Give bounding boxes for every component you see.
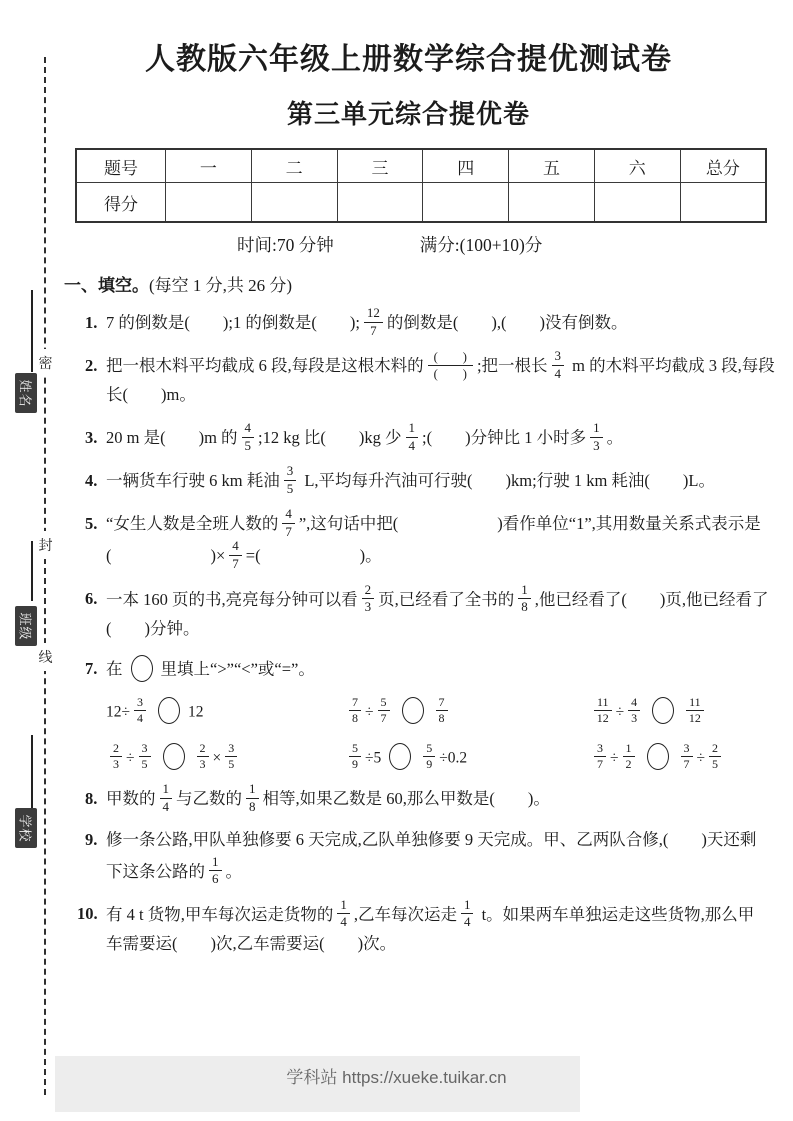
fraction-numerator: 3	[594, 742, 606, 757]
fraction-denominator: 4	[340, 914, 347, 930]
fraction-denominator: 7	[683, 756, 690, 771]
fraction	[284, 464, 297, 496]
comparison-circle-blank	[647, 743, 669, 770]
question-3	[85, 420, 787, 455]
math-text: ÷	[610, 749, 619, 767]
fraction-denominator: 8	[352, 711, 358, 726]
fraction-denominator: 5	[228, 756, 235, 771]
fraction	[594, 742, 606, 772]
math-text: ( )分钟。	[106, 618, 200, 638]
fraction-numerator: 3	[134, 696, 146, 711]
footer-watermark: 学科站 https://xueke.tuikar.cn	[286, 1068, 507, 1087]
section1-header	[64, 271, 793, 296]
question-number: 4.	[85, 471, 98, 491]
fraction-numerator: 1	[406, 421, 419, 438]
seal-char-feng: 封	[37, 531, 54, 559]
fraction	[134, 696, 146, 726]
fraction	[110, 742, 122, 772]
math-text: 长( )m。	[106, 385, 196, 405]
question-4-line-1	[85, 463, 787, 498]
comparison-circle-blank	[389, 743, 411, 770]
math-text: L,平均每升汽油可行驶( )km;行驶 1 km 耗油( )L。	[300, 471, 715, 491]
fraction-numerator: 3	[225, 742, 237, 757]
score-table-header-cell: 题号	[76, 149, 166, 183]
question-5	[85, 506, 787, 573]
score-table-header-cell: 一	[166, 149, 252, 183]
fraction	[552, 349, 565, 381]
unit-title: 第三单元综合提优卷	[286, 100, 530, 129]
math-text: 。	[606, 428, 624, 448]
math-text: 12÷	[106, 703, 131, 721]
section1-title: 一、填空。	[64, 276, 149, 295]
fraction	[197, 742, 209, 772]
fraction	[225, 742, 237, 772]
comparison-item-1	[106, 694, 345, 728]
question-9-line-2	[85, 853, 787, 889]
math-text: 页,已经看了全书的	[378, 589, 515, 609]
questions-list	[77, 305, 787, 961]
score-cell-empty	[509, 183, 595, 223]
name-write-line	[31, 290, 33, 372]
math-text: 里填上“>”“<”或“=”。	[160, 658, 315, 678]
comparison-item-3	[590, 694, 787, 728]
math-text: ÷	[365, 703, 374, 721]
math-text: ÷	[696, 749, 706, 767]
score-table-header-cell: 三	[337, 149, 423, 183]
fraction-denominator: 4	[162, 798, 169, 814]
class-label-badge	[15, 606, 37, 646]
fraction-denominator: 8	[249, 798, 256, 814]
fraction-numerator: 12	[364, 306, 383, 323]
fraction	[423, 742, 435, 772]
comparison-circle-blank	[652, 697, 674, 724]
score-table-header-cell: 四	[423, 149, 509, 183]
fraction	[349, 696, 361, 726]
score-table-header-cell: 五	[509, 149, 595, 183]
question-number: 1.	[85, 312, 98, 332]
blank-fraction-numerator: ( )	[428, 350, 473, 366]
math-text: 把一根木料平均截成 6 段,每段是这根木料的	[106, 355, 424, 375]
fraction-numerator: 2	[197, 742, 209, 757]
fraction	[681, 742, 693, 772]
fraction-denominator: 3	[631, 711, 638, 726]
math-text: ×	[212, 749, 222, 767]
math-text: 12	[188, 703, 204, 721]
math-text: t。如果两车单独运走这些货物,那么甲	[477, 904, 755, 924]
paper-title: 人教版六年级上册数学综合提优测试卷	[145, 43, 672, 76]
fraction-numerator: 1	[623, 742, 635, 757]
math-text: 一辆货车行驶 6 km 耗油	[106, 471, 280, 491]
fraction	[160, 782, 173, 814]
question-number: 7.	[85, 658, 98, 678]
score-cell-empty	[166, 183, 252, 223]
fraction-denominator: 7	[232, 556, 239, 572]
fraction-denominator: 7	[380, 711, 387, 726]
fraction-denominator: 9	[426, 756, 433, 771]
score-cell-empty	[594, 183, 680, 223]
math-text: ÷	[615, 703, 625, 721]
fraction	[362, 583, 375, 615]
math-text: ÷	[126, 749, 135, 767]
score-table-header-cell: 六	[594, 149, 680, 183]
math-text: 车需要运( )次,乙车需要运( )次。	[106, 933, 397, 953]
score-table	[75, 148, 767, 223]
math-text: ;( )分钟比 1 小时多	[422, 428, 587, 448]
fraction-numerator: 4	[282, 507, 295, 524]
math-text: 一本 160 页的书,亮亮每分钟可以看	[106, 589, 358, 609]
fraction-numerator: 1	[461, 898, 474, 915]
math-text: ÷5	[365, 749, 382, 767]
fraction-denominator: 5	[244, 437, 252, 453]
fraction	[461, 898, 474, 930]
name-label: 姓名	[17, 378, 33, 408]
question-2-line-1	[85, 348, 787, 383]
fullscore-info: 满分:(100+10)分	[419, 235, 543, 255]
fraction-denominator: 2	[625, 756, 632, 771]
question-1-line-1	[85, 305, 787, 340]
math-text: ;把一根长	[476, 355, 548, 375]
comparison-item-6	[590, 740, 787, 774]
fraction-numerator: 1	[160, 782, 173, 799]
question-1	[85, 305, 787, 340]
fraction-numerator: 3	[552, 349, 565, 366]
math-text: 。	[225, 861, 242, 881]
fraction-denominator: 7	[285, 523, 292, 539]
fraction	[623, 742, 635, 772]
fraction	[282, 507, 295, 539]
math-text: 修一条公路,甲队单独修要 6 天完成,乙队单独修要 9 天完成。甲、乙两队合修,( )天还剩	[106, 829, 757, 849]
school-write-line	[31, 735, 33, 808]
question-5-line-2	[85, 538, 787, 573]
fraction-denominator: 6	[212, 871, 219, 887]
fraction-denominator: 5	[141, 756, 148, 771]
question-3-line-1	[85, 420, 787, 455]
fraction-denominator: 4	[463, 914, 471, 930]
fraction-numerator: 1	[518, 583, 531, 600]
score-table-header-cell: 二	[251, 149, 337, 183]
math-text: ( )×	[106, 546, 226, 566]
fraction-numerator: 2	[362, 583, 375, 600]
math-text: “女生人数是全班人数的	[106, 514, 279, 534]
fraction	[709, 742, 721, 772]
score-table-body	[76, 149, 766, 222]
fraction-numerator: 5	[378, 696, 390, 711]
fraction-numerator: 5	[423, 742, 435, 757]
question-2	[85, 348, 787, 412]
section1-note: (每空 1 分,共 26 分)	[149, 276, 293, 295]
blank-fraction	[428, 350, 473, 381]
question-9-line-1	[85, 828, 787, 857]
fraction-denominator: 9	[352, 756, 358, 771]
question-number: 5.	[85, 514, 98, 534]
seal-dashed-line	[44, 57, 46, 1095]
comparison-grid	[106, 694, 787, 774]
math-text: 的倒数是( ),( )没有倒数。	[386, 312, 628, 332]
question-10	[77, 896, 787, 961]
question-number: 9.	[85, 829, 98, 849]
question-8	[85, 781, 787, 816]
name-label-badge	[15, 373, 37, 413]
fraction-numerator: 4	[628, 696, 640, 711]
math-text: 下这条公路的	[106, 861, 205, 881]
math-text: ,乙车每次运走	[353, 904, 457, 924]
comparison-circle-blank	[402, 697, 424, 724]
fraction-denominator: 7	[370, 322, 377, 338]
math-text: =( )。	[245, 546, 382, 566]
question-2-line-2	[85, 383, 787, 412]
fraction	[590, 421, 603, 453]
fraction-denominator: 12	[596, 711, 609, 726]
fraction-denominator: 8	[521, 599, 528, 615]
fraction-numerator: 1	[209, 855, 222, 872]
fraction-numerator: 3	[284, 464, 297, 481]
question-number: 10.	[77, 904, 98, 924]
fraction	[229, 539, 242, 571]
score-cell-empty	[423, 183, 509, 223]
comparison-circle-blank	[158, 697, 180, 724]
fraction-numerator: 3	[139, 742, 151, 757]
school-label: 学校	[17, 813, 33, 843]
fraction	[628, 696, 640, 726]
math-text: m 的木料平均截成 3 段,每段	[568, 355, 775, 375]
math-text: ;12 kg 比( )kg 少	[258, 428, 402, 448]
fraction	[436, 696, 448, 726]
fraction	[686, 696, 704, 726]
question-9	[85, 828, 787, 889]
fraction-numerator: 1	[337, 898, 350, 915]
question-5-line-1	[85, 506, 787, 541]
math-text: 7 的倒数是( );1 的倒数是( );	[106, 312, 360, 332]
fraction-denominator: 4	[554, 365, 562, 381]
fraction-numerator: 11	[594, 696, 612, 711]
fraction-denominator: 7	[597, 756, 603, 771]
math-text: 与乙数的	[176, 789, 242, 809]
math-text: 相等,如果乙数是 60,那么甲数是( )。	[262, 789, 550, 809]
comparison-circle-blank	[131, 655, 153, 682]
question-7	[85, 657, 787, 774]
time-info: 时间:70 分钟	[237, 235, 334, 255]
fraction	[594, 696, 612, 726]
blank-fraction-denominator: ( )	[433, 366, 467, 381]
question-6-line-1	[85, 581, 787, 617]
score-cell-empty	[680, 183, 766, 223]
comparison-item-4	[106, 740, 345, 774]
question-4	[85, 463, 787, 498]
class-write-line	[31, 541, 33, 601]
question-number: 2.	[85, 355, 98, 375]
fraction	[349, 742, 361, 772]
question-8-line-1	[85, 781, 787, 816]
exam-info-line	[237, 232, 793, 257]
question-number: 6.	[85, 589, 98, 609]
fraction-denominator: 5	[712, 756, 719, 771]
question-10-line-2	[85, 932, 787, 961]
question-6-line-2	[85, 617, 787, 646]
fraction-denominator: 3	[364, 599, 372, 615]
fraction-numerator: 2	[110, 742, 122, 757]
fraction-numerator: 1	[590, 421, 603, 438]
fraction	[209, 855, 222, 887]
fraction-denominator: 8	[438, 711, 445, 726]
score-cell-empty	[251, 183, 337, 223]
seal-char-xian: 线	[37, 643, 54, 671]
seal-char-mi: 密	[37, 349, 54, 377]
fraction-numerator: 4	[229, 539, 242, 556]
fraction	[364, 306, 383, 338]
fraction-numerator: 4	[242, 421, 255, 438]
score-cell-empty	[337, 183, 423, 223]
math-text: ,他已经看了( )页,他已经看了	[534, 589, 769, 609]
fraction-numerator: 2	[709, 742, 721, 757]
question-number: 3.	[85, 428, 98, 448]
fraction-numerator: 5	[349, 742, 361, 757]
question-6	[85, 581, 787, 646]
comparison-item-2	[345, 694, 590, 728]
fraction	[242, 421, 255, 453]
fraction-numerator: 7	[436, 696, 448, 711]
fraction-denominator: 4	[408, 437, 415, 453]
school-label-badge	[15, 808, 37, 848]
math-text: ÷0.2	[439, 749, 468, 767]
fraction-numerator: 1	[246, 782, 259, 799]
score-row-label: 得分	[76, 183, 166, 223]
fraction	[518, 583, 531, 615]
fraction	[378, 696, 390, 726]
score-table-header-cell: 总分	[680, 149, 766, 183]
fraction-denominator: 5	[286, 480, 294, 496]
math-text: ”,这句话中把( )看作单位“1”,其用数量关系式表示是	[298, 514, 761, 534]
fraction	[406, 421, 419, 453]
title-block	[24, 0, 793, 131]
comparison-item-5	[345, 740, 590, 774]
fraction	[337, 898, 350, 930]
fraction-denominator: 4	[137, 711, 144, 726]
fraction-denominator: 12	[688, 711, 701, 726]
math-text: 在	[106, 658, 123, 678]
fraction-denominator: 3	[199, 756, 206, 771]
math-text: 甲数的	[106, 789, 156, 809]
fraction-denominator: 3	[113, 756, 119, 771]
fraction	[246, 782, 259, 814]
question-number: 8.	[85, 789, 98, 809]
fraction-numerator: 11	[686, 696, 704, 711]
comparison-circle-blank	[163, 743, 185, 770]
fraction-numerator: 3	[681, 742, 693, 757]
class-label: 班级	[17, 611, 33, 641]
fraction-numerator: 7	[349, 696, 361, 711]
math-text: 有 4 t 货物,甲车每次运走货物的	[106, 904, 334, 924]
math-text: 20 m 是( )m 的	[106, 428, 238, 448]
question-7-line-1	[85, 657, 787, 686]
fraction-denominator: 3	[593, 437, 600, 453]
fraction	[139, 742, 151, 772]
question-10-line-1	[77, 896, 787, 932]
